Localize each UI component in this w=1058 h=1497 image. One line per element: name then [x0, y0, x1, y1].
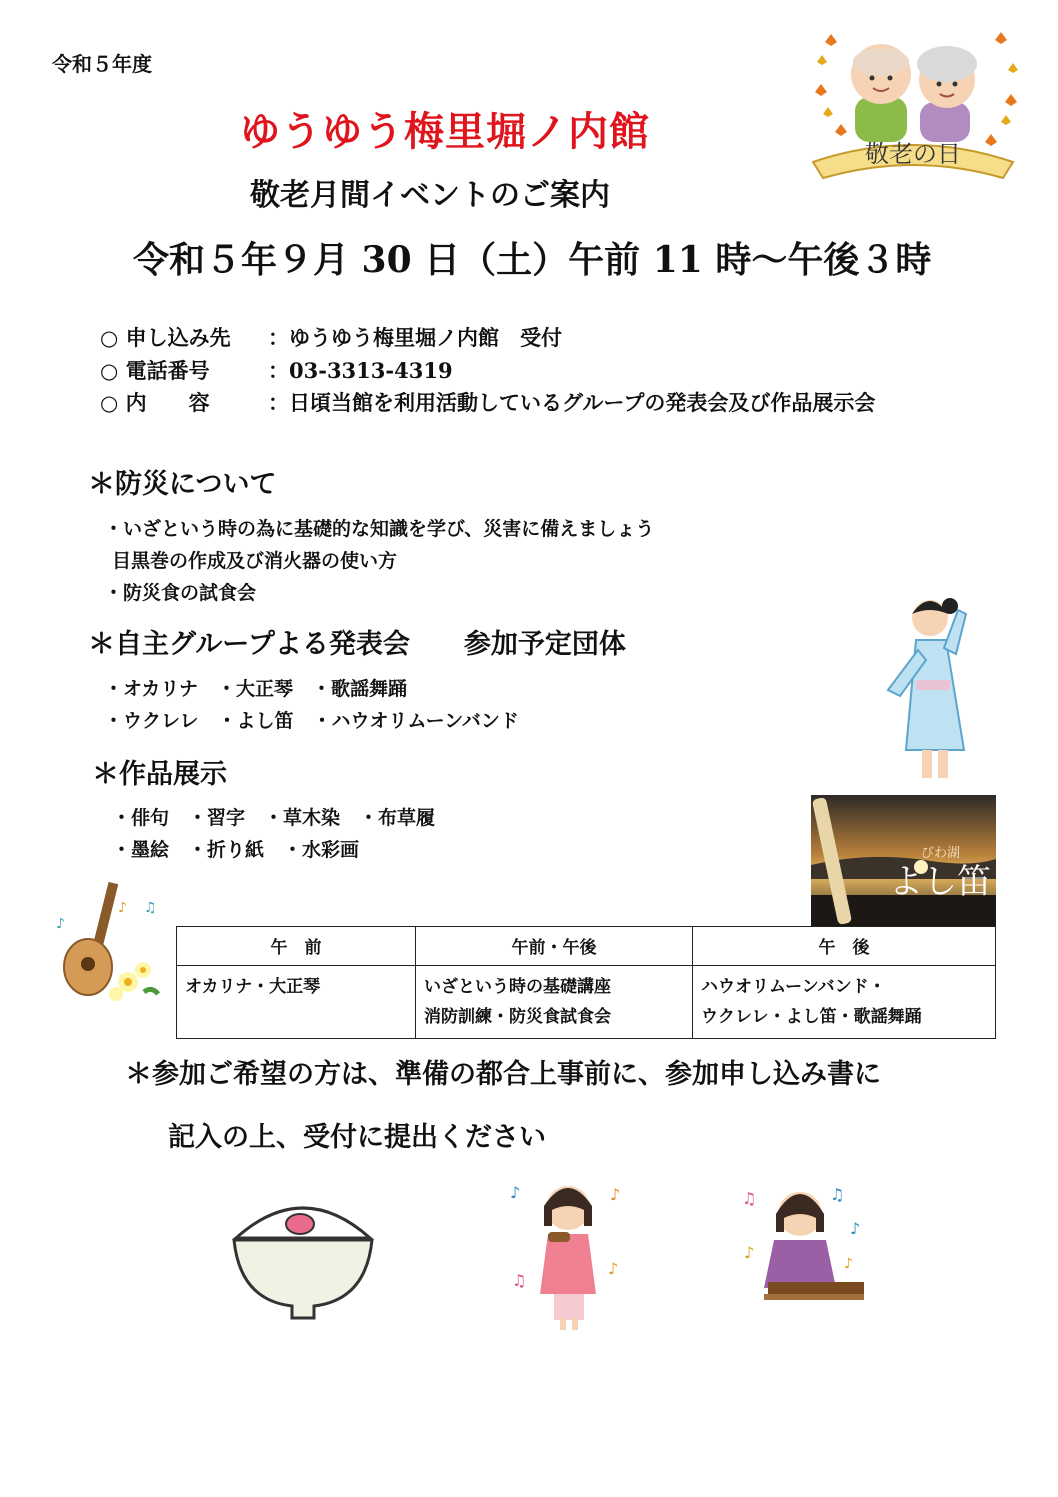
svg-text:♪: ♪ — [510, 1183, 521, 1202]
info-line-phone — [100, 355, 453, 385]
info-value: ：日頃当館を利用活動しているグループの発表会及び作品展示会 — [268, 390, 876, 415]
cell-line: ハウオリムーンバンド・ — [701, 977, 886, 997]
cell-line: 消防訓練・防災食試食会 — [424, 1007, 611, 1027]
info-key: ○ 申し込み先 — [100, 325, 231, 350]
svg-text:♪: ♪ — [744, 1243, 755, 1262]
info-key: ○ 内 容 — [100, 390, 210, 415]
info-value: ：03-3313-4319 — [268, 358, 453, 383]
info-value: ：ゆうゆう梅里堀ノ内館 受付 — [268, 325, 562, 350]
svg-text:♫: ♫ — [512, 1271, 527, 1290]
page-title: ゆうゆう梅里堀ノ内館 — [240, 108, 650, 155]
svg-text:♪: ♪ — [610, 1185, 621, 1204]
svg-text:♪: ♪ — [850, 1219, 861, 1238]
exhibit-row: ・墨絵 ・折り紙 ・水彩画 — [112, 839, 360, 861]
table-header-cell: 午 前 — [177, 927, 416, 966]
group-row: ・オカリナ ・大正琴 ・歌謡舞踊 — [104, 678, 408, 700]
keiro-badge-illustration — [805, 22, 1020, 182]
yoshibue-small-text: びわ湖 — [921, 846, 961, 861]
keiro-badge-text: 敬老の日 — [865, 140, 961, 168]
notice-line: 記入の上、受付に提出ください — [168, 1122, 546, 1153]
cell-line: ウクレレ・よし笛・歌謡舞踊 — [701, 1007, 922, 1027]
svg-text:♫: ♫ — [830, 1185, 845, 1204]
svg-text:♪: ♪ — [608, 1259, 619, 1278]
notice-line: ＊参加ご希望の方は、準備の都合上事前に、参加申し込み書に — [125, 1059, 881, 1090]
info-line-content — [100, 387, 875, 417]
svg-text:♪: ♪ — [56, 916, 65, 932]
koto-player-illustration — [740, 1178, 870, 1313]
ukulele-illustration — [48, 872, 160, 1007]
dancer-illustration — [878, 590, 970, 790]
table-header-cell: 午前・午後 — [416, 927, 693, 966]
svg-text:♫: ♫ — [144, 900, 157, 916]
bousai-item: ・いざという時の為に基礎的な知識を学び、災害に備えましょう — [104, 518, 655, 540]
group-row: ・ウクレレ ・よし笛 ・ハウオリムーンバンド — [104, 710, 519, 732]
yoshibue-photo — [811, 795, 996, 927]
schedule-table — [176, 926, 996, 1039]
bousai-item: ・防災食の試食会 — [104, 582, 257, 604]
yoshibue-big-text: よし笛 — [889, 862, 991, 902]
table-cell-ampm — [416, 966, 693, 1039]
bousai-item: 目黒巻の作成及び消火器の使い方 — [112, 550, 398, 572]
exhibit-row: ・俳句 ・習字 ・草木染 ・布草履 — [112, 807, 436, 829]
sekihan-bowl-illustration — [228, 1188, 378, 1323]
event-datetime: 令和５年９月 30 日（土）午前 11 時～午後３時 — [133, 239, 932, 281]
table-cell-am — [177, 966, 416, 1039]
info-key: ○ 電話番号 — [100, 358, 210, 383]
cell-line: オカリナ・大正琴 — [185, 977, 321, 997]
cell-line: いざという時の基礎講座 — [424, 977, 611, 997]
table-header-cell: 午 後 — [693, 927, 996, 966]
page-subtitle: 敬老月間イベントのご案内 — [250, 178, 610, 213]
table-row — [177, 966, 996, 1039]
svg-text:♫: ♫ — [742, 1189, 757, 1208]
fiscal-year: 令和５年度 — [52, 52, 152, 76]
svg-text:♪: ♪ — [844, 1256, 853, 1272]
exhibit-heading: ＊作品展示 — [92, 759, 227, 790]
bousai-heading: ＊防災について — [88, 469, 277, 500]
group-heading: ＊自主グループよる発表会 参加予定団体 — [88, 629, 626, 660]
table-header-row — [177, 927, 996, 966]
ocarina-player-illustration — [508, 1178, 628, 1333]
info-line-contact — [100, 322, 562, 352]
table-cell-pm — [693, 966, 996, 1039]
svg-text:♪: ♪ — [118, 900, 127, 916]
